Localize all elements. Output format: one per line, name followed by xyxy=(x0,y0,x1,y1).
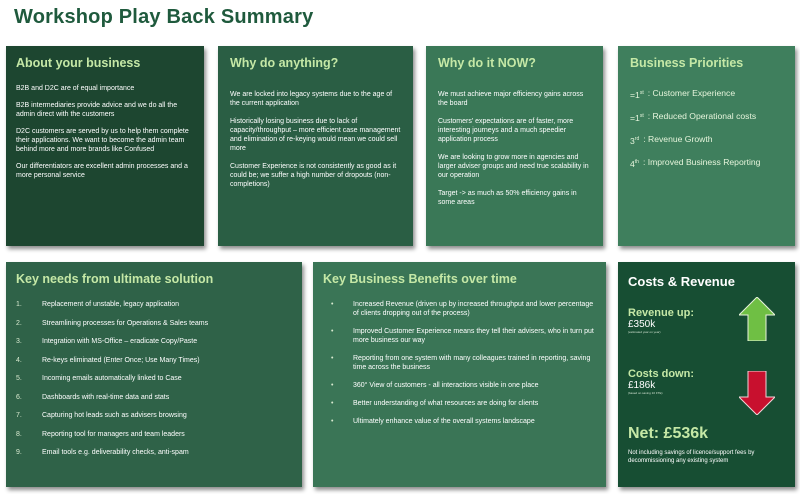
needs-item xyxy=(16,448,292,467)
benefits-heading: Key Business Benefits over time xyxy=(323,272,517,286)
bullet-icon: • xyxy=(331,355,334,362)
needs-item-text: Re-keys eliminated (Enter Once; Use Many Times) xyxy=(42,356,200,364)
priority-text: : Customer Experience xyxy=(647,88,736,98)
net-value: Net: £536k xyxy=(628,425,709,442)
bullet-icon: • xyxy=(331,328,334,335)
needs-item xyxy=(16,319,292,338)
bullet-icon: • xyxy=(331,418,334,425)
about-paragraph: Our differentiators are excellent admin processes and a more personal service xyxy=(16,163,188,179)
revenue-block xyxy=(628,307,694,334)
arrow-down-icon xyxy=(739,371,775,415)
benefit-item xyxy=(331,354,596,372)
needs-item-number: 3. xyxy=(16,338,22,345)
needs-item-text: Incoming emails automatically linked to Case xyxy=(42,375,182,382)
costs-block xyxy=(628,368,694,395)
why-anything-paragraph: We are locked into legacy systems due to the age of the current application xyxy=(230,91,393,107)
benefit-text: Reporting from one system with many colleagues trained in reporting, saving time across the business xyxy=(353,355,591,371)
why-now-paragraph: We must achieve major efficiency gains across the board xyxy=(438,91,584,107)
benefit-text: 360° View of customers - all interactions visible in one place xyxy=(353,382,539,389)
revenue-value: £350k xyxy=(628,319,656,330)
needs-item xyxy=(16,374,292,393)
priority-item xyxy=(630,88,783,101)
needs-item xyxy=(16,393,292,412)
priority-rank: =1 xyxy=(630,112,640,123)
why-anything-card xyxy=(218,46,413,246)
bullet-icon: • xyxy=(331,400,334,407)
needs-item-text: Integration with MS-Office – eradicate Copy/Paste xyxy=(42,338,198,345)
benefit-text: Ultimately enhance value of the overall systems landscape xyxy=(353,418,535,425)
about-paragraph: B2B and D2C are of equal importance xyxy=(16,85,135,92)
needs-heading: Key needs from ultimate solution xyxy=(16,272,214,286)
needs-item xyxy=(16,430,292,449)
needs-item-text: Dashboards with real-time data and stats xyxy=(42,393,170,401)
why-now-card xyxy=(426,46,603,246)
why-now-paragraph: Target -> as much as 50% efficiency gains in some areas xyxy=(438,190,577,206)
needs-item-number: 9. xyxy=(16,449,22,456)
priority-rank-suffix: th xyxy=(634,158,639,165)
priority-rank-suffix: st xyxy=(639,90,644,96)
costs-heading: Costs & Revenue xyxy=(628,274,735,289)
needs-item-text: Capturing hot leads such as advisers browsing xyxy=(42,412,187,419)
benefit-item xyxy=(331,381,596,390)
priority-item xyxy=(630,134,783,147)
benefit-text: Increased Revenue (driven up by increased throughput and lower percentage of clients dropping out of the process) xyxy=(353,301,594,317)
priority-text: : Improved Business Reporting xyxy=(642,156,761,167)
priority-item xyxy=(630,111,783,124)
priority-rank: =1 xyxy=(630,89,640,100)
priority-text: : Reduced Operational costs xyxy=(647,110,757,121)
costs-card xyxy=(618,262,795,487)
arrow-up-icon xyxy=(739,297,775,341)
why-now-heading: Why do it NOW? xyxy=(438,56,536,70)
benefits-card xyxy=(313,262,606,487)
needs-item-text: Streamlining processes for Operations & Sales teams xyxy=(42,319,209,327)
needs-item-number: 4. xyxy=(16,356,22,364)
priority-rank-suffix: st xyxy=(639,112,644,119)
needs-item-number: 7. xyxy=(16,412,22,419)
priorities-card xyxy=(618,46,795,246)
needs-item-number: 6. xyxy=(16,393,22,401)
needs-item-text: Replacement of unstable, legacy application xyxy=(42,301,179,308)
needs-item xyxy=(16,337,292,356)
page-title: Workshop Play Back Summary xyxy=(14,6,314,28)
needs-item-number: 5. xyxy=(16,375,22,382)
why-anything-heading: Why do anything? xyxy=(230,56,339,70)
costs-value: £186k xyxy=(628,380,656,391)
benefit-text: Improved Customer Experience means they tell their advisers, who in turn put more business our way xyxy=(353,328,594,344)
about-paragraph: D2C customers are served by us to help them complete their applications. We want to become the admin team behind more and more brands like Confused xyxy=(16,128,189,153)
costs-footnote: Not including savings of licence/support fees by decommissioning any existing system xyxy=(628,450,755,464)
revenue-label: Revenue up: xyxy=(628,307,695,319)
bullet-icon: • xyxy=(331,382,334,389)
priority-rank-suffix: rd xyxy=(634,135,640,142)
benefit-item xyxy=(331,399,596,408)
benefit-item xyxy=(331,417,596,426)
needs-item-text: Email tools e.g. deliverability checks, anti-spam xyxy=(42,449,189,456)
benefit-text: Better understanding of what resources are doing for clients xyxy=(353,400,539,407)
benefit-item xyxy=(331,327,596,345)
about-card xyxy=(6,46,204,246)
why-now-paragraph: We are looking to grow more in agencies and larger adviser groups and need true scalability in our operation xyxy=(438,154,589,179)
needs-item-number: 8. xyxy=(16,430,22,438)
needs-item xyxy=(16,411,292,430)
needs-card xyxy=(6,262,302,487)
costs-label: Costs down: xyxy=(628,368,694,380)
priority-text: : Revenue Growth xyxy=(643,133,713,144)
arrow-up-shape xyxy=(739,297,775,341)
priorities-heading: Business Priorities xyxy=(630,56,744,70)
why-now-paragraph: Customers' expectations are of faster, more interesting journeys and a much speedier application process xyxy=(438,118,574,143)
bullet-icon: • xyxy=(331,301,334,308)
benefit-item xyxy=(331,300,596,318)
arrow-down-shape xyxy=(739,371,775,415)
why-anything-paragraph: Customer Experience is not consistently as good as it could be; we suffer a high number of dropouts (non-completions) xyxy=(230,163,397,188)
priority-rank: 4 xyxy=(630,158,635,169)
needs-item xyxy=(16,356,292,375)
about-heading: About your business xyxy=(16,56,141,70)
about-paragraph: B2B intermediaries provide advice and we do all the admin direct with the customers xyxy=(16,102,178,118)
priority-item xyxy=(630,157,783,170)
revenue-note: (estimated year on year) xyxy=(628,330,661,334)
why-anything-paragraph: Historically losing business due to lack of capacity/throughput – more efficient case management and elimination of re-keying would mean we could sell more xyxy=(230,118,401,152)
needs-item-number: 1. xyxy=(16,301,22,308)
priority-rank: 3 xyxy=(630,135,635,146)
costs-note: (based on saving 10 FTE) xyxy=(628,391,663,395)
needs-item-number: 2. xyxy=(16,319,22,327)
needs-item xyxy=(16,300,292,319)
needs-item-text: Reporting tool for managers and team leaders xyxy=(42,430,185,438)
